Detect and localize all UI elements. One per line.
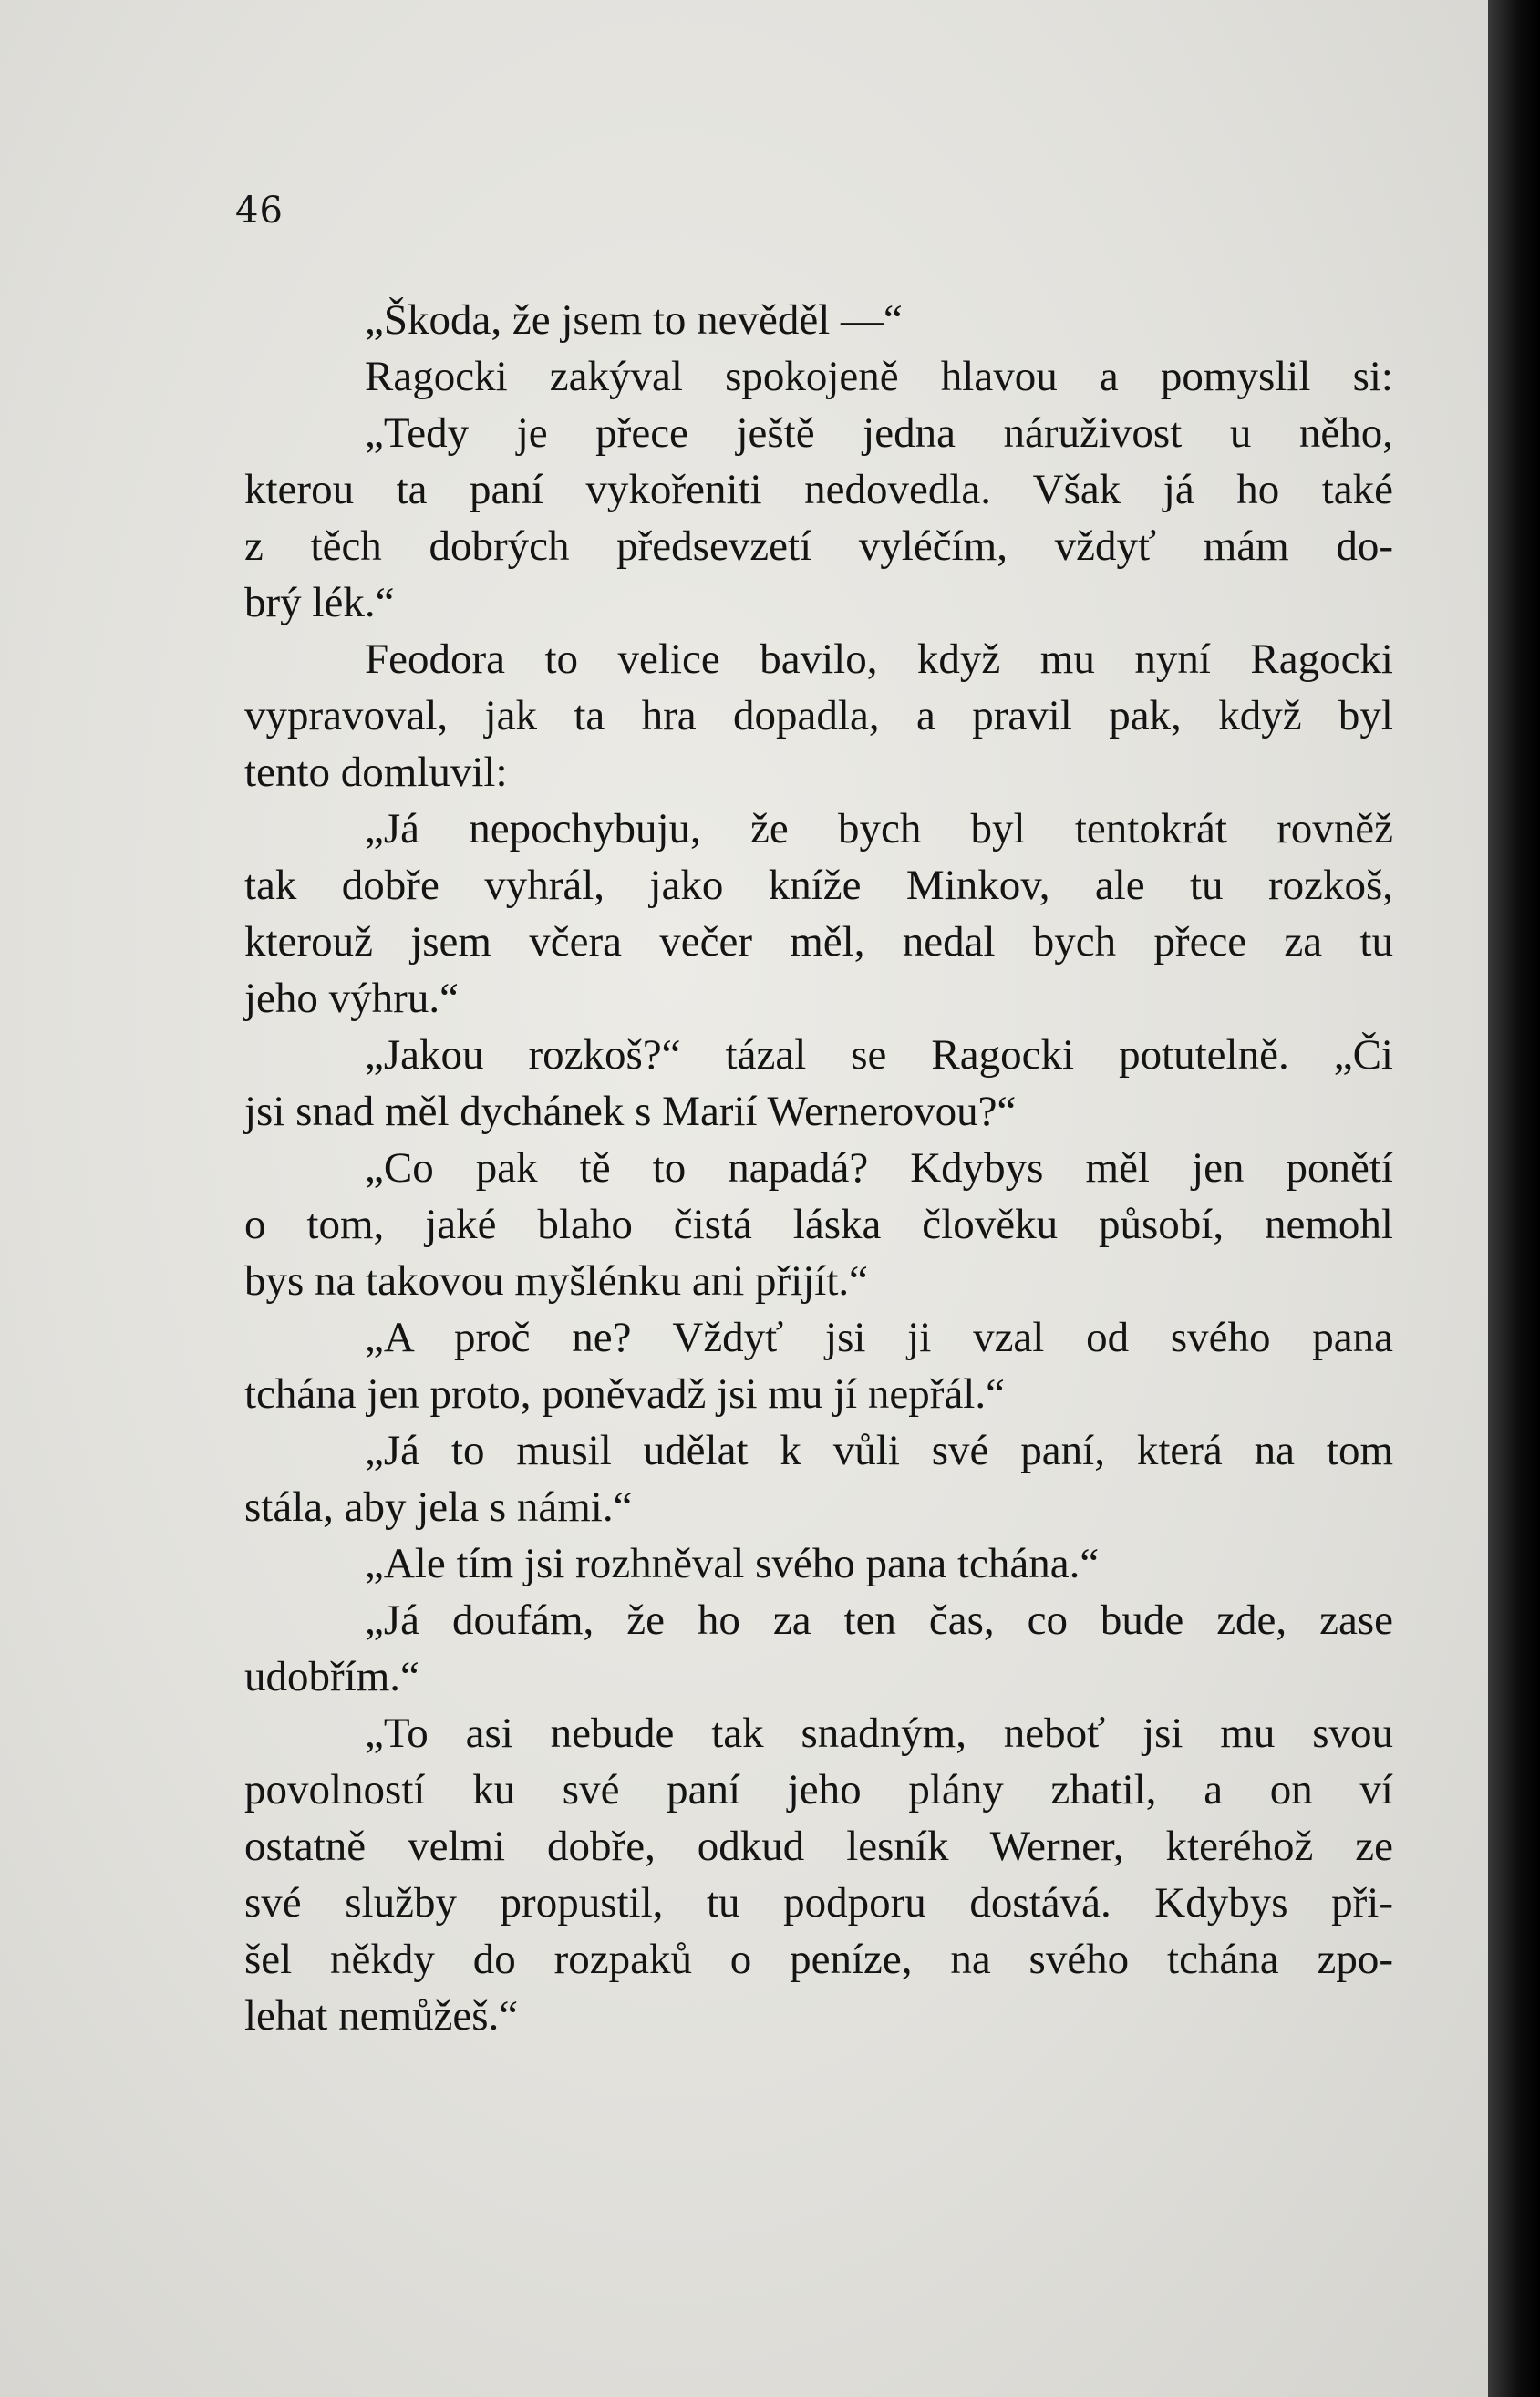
text-line: „Tedy je přece ještě jedna náruživost u něho, <box>365 409 1393 457</box>
text-line: „Ale tím jsi rozhněval svého pana tchána.“ <box>365 1540 1100 1587</box>
text-line: „Já to musil udělat k vůli své paní, která na tom <box>365 1427 1393 1474</box>
text-line: povolností ku své paní jeho plány zhatil, a on ví <box>244 1766 1393 1813</box>
text-line: vypravoval, jak ta hra dopadla, a pravil pak, když byl <box>244 692 1393 739</box>
text-line: ostatně velmi dobře, odkud lesník Werner, kteréhož ze <box>244 1823 1393 1870</box>
text-line: „Já nepochybuju, že bych byl tentokrát rovněž <box>365 805 1393 852</box>
body-text <box>244 292 1393 2044</box>
text-line: o tom, jaké blaho čistá láska člověku působí, nemohl <box>244 1201 1393 1248</box>
text-line: z těch dobrých předsevzetí vyléčím, vždyť mám do- <box>244 522 1393 570</box>
text-line: „Škoda, že jsem to nevěděl —“ <box>365 296 903 344</box>
text-line: tak dobře vyhrál, jako kníže Minkov, ale tu rozkoš, <box>244 862 1393 909</box>
page-number: 46 <box>235 190 284 232</box>
page-edge-shadow <box>1488 0 1540 2397</box>
text-line: lehat nemůžeš.“ <box>244 1992 519 2040</box>
text-line: „Co pak tě to napadá? Kdybys měl jen ponětí <box>365 1144 1393 1192</box>
text-line: „Já doufám, že ho za ten čas, co bude zde, zase <box>365 1596 1393 1644</box>
text-line: kterou ta paní vykořeniti nedovedla. Však já ho také <box>244 466 1393 513</box>
text-line: „Jakou rozkoš?“ tázal se Ragocki potutelně. „Či <box>365 1031 1393 1079</box>
text-line: „A proč ne? Vždyť jsi ji vzal od svého pana <box>365 1314 1393 1361</box>
text-line: tchána jen proto, poněvadž jsi mu jí nepřál.“ <box>244 1370 1005 1418</box>
text-line: stála, aby jela s námi.“ <box>244 1483 633 1531</box>
text-line: tento domluvil: <box>244 749 508 796</box>
text-line: Feodora to velice bavilo, když mu nyní Ragocki <box>365 635 1393 683</box>
text-line: Ragocki zakýval spokojeně hlavou a pomyslil si: <box>365 353 1393 400</box>
text-line: jsi snad měl dychánek s Marií Wernerovou?“ <box>244 1088 1017 1135</box>
text-line: udobřím.“ <box>244 1653 419 1700</box>
text-line: šel někdy do rozpaků o peníze, na svého tchána zpo- <box>244 1936 1393 1983</box>
text-line: své služby propustil, tu podporu dostává. Kdybys při- <box>244 1879 1393 1927</box>
text-line: kterouž jsem včera večer měl, nedal bych přece za tu <box>244 918 1393 966</box>
text-line: „To asi nebude tak snadným, neboť jsi mu svou <box>365 1710 1393 1757</box>
text-line: jeho výhru.“ <box>244 975 459 1022</box>
text-line: brý lék.“ <box>244 579 395 626</box>
text-line: bys na takovou myšlénku ani přijít.“ <box>244 1257 869 1305</box>
